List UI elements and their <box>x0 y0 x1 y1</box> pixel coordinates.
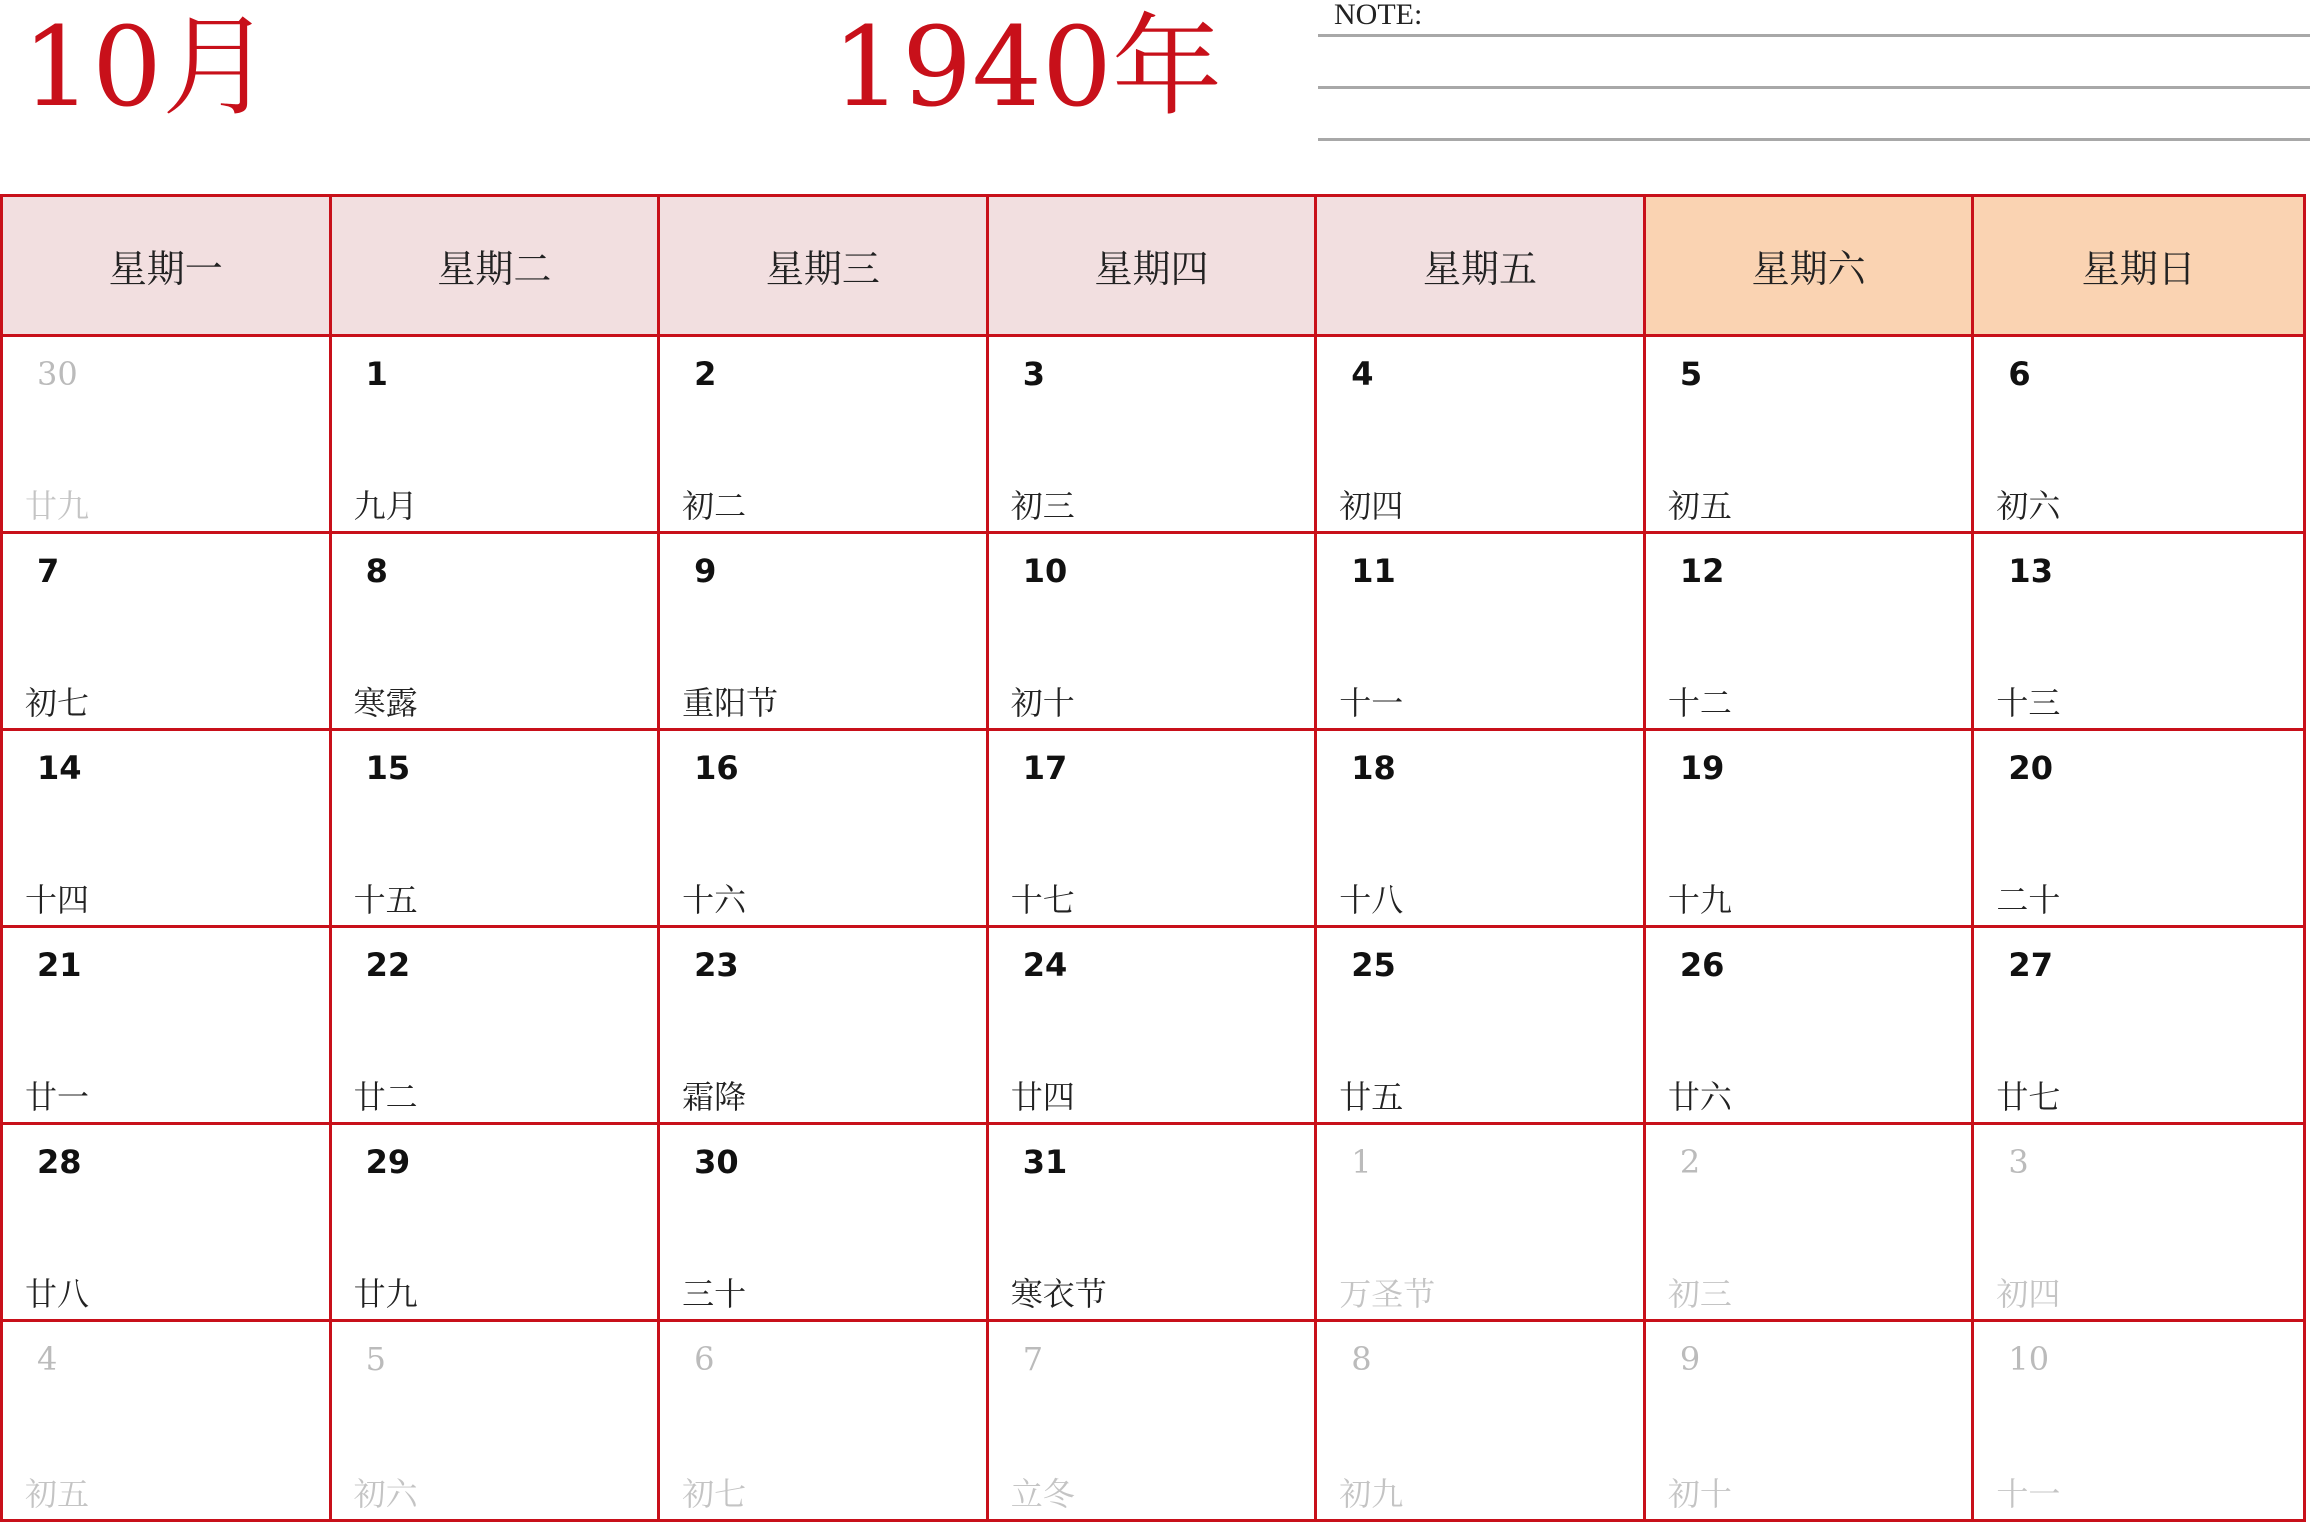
weekday-header-fri: 星期五 <box>1317 197 1646 337</box>
calendar-day-cell-outside-month[interactable] <box>3 1322 332 1519</box>
day-number: 8 <box>1351 1340 1372 1378</box>
calendar-day-cell-outside-month[interactable] <box>332 1322 661 1519</box>
lunar-date-label: 初四 <box>1339 487 1404 525</box>
lunar-date-label: 初二 <box>682 487 747 525</box>
calendar-day-cell-outside-month[interactable] <box>660 1322 989 1519</box>
lunar-date-label: 初六 <box>1996 487 2061 525</box>
day-number: 2 <box>1679 1143 1701 1181</box>
lunar-date-label: 初十 <box>1667 1475 1732 1513</box>
day-number: 7 <box>1022 1340 1044 1378</box>
day-number: 10 <box>1022 552 1068 590</box>
day-number: 21 <box>37 946 82 984</box>
day-number: 20 <box>2008 749 2053 787</box>
day-number: 29 <box>365 1143 411 1181</box>
lunar-date-label: 初五 <box>1667 487 1732 525</box>
calendar-day-cell[interactable] <box>1974 534 2303 731</box>
calendar-day-cell[interactable] <box>1646 731 1975 928</box>
calendar-day-cell[interactable] <box>332 928 661 1125</box>
day-number: 19 <box>1679 749 1725 787</box>
lunar-date-label: 初九 <box>1339 1475 1404 1513</box>
lunar-date-label: 初七 <box>25 684 90 722</box>
calendar-day-cell[interactable] <box>3 534 332 731</box>
day-number: 3 <box>1022 355 1045 393</box>
day-number: 4 <box>37 1340 58 1378</box>
calendar-day-cell[interactable] <box>3 731 332 928</box>
day-number: 18 <box>1351 749 1396 787</box>
day-number: 26 <box>1679 946 1725 984</box>
year-title: 1940年 <box>832 3 1222 131</box>
lunar-date-label: 十九 <box>1667 881 1732 919</box>
lunar-date-label: 十八 <box>1339 881 1404 919</box>
day-number: 25 <box>1351 946 1396 984</box>
lunar-date-label: 初十 <box>1010 684 1075 722</box>
month-title: 10月 <box>22 3 272 131</box>
day-number: 15 <box>365 749 411 787</box>
lunar-date-label: 廿一 <box>25 1078 90 1116</box>
lunar-date-label: 初四 <box>1996 1275 2061 1313</box>
lunar-date-label: 十一 <box>1996 1475 2061 1513</box>
lunar-date-label: 廿八 <box>25 1275 90 1313</box>
lunar-date-label: 十六 <box>682 881 747 919</box>
calendar-day-cell[interactable] <box>989 731 1318 928</box>
weekday-header-sun: 星期日 <box>1974 197 2303 337</box>
day-number: 17 <box>1022 749 1068 787</box>
day-number: 16 <box>694 749 739 787</box>
calendar-day-cell[interactable] <box>1974 337 2303 534</box>
calendar-day-cell[interactable] <box>1317 337 1646 534</box>
day-number: 28 <box>37 1143 82 1181</box>
lunar-date-label: 廿五 <box>1339 1078 1404 1116</box>
calendar-day-cell[interactable] <box>1646 337 1975 534</box>
calendar-day-cell[interactable] <box>660 928 989 1125</box>
lunar-date-label: 万圣节 <box>1339 1275 1436 1313</box>
day-number: 5 <box>365 1340 386 1378</box>
day-number: 31 <box>1022 1143 1068 1181</box>
calendar-day-cell[interactable] <box>1974 928 2303 1125</box>
calendar-day-cell[interactable] <box>332 534 661 731</box>
day-number: 1 <box>1351 1143 1372 1181</box>
lunar-date-label: 寒露 <box>353 684 418 722</box>
lunar-date-label: 初三 <box>1667 1275 1732 1313</box>
weekday-header-thu: 星期四 <box>989 197 1318 337</box>
weekday-header-sat: 星期六 <box>1646 197 1975 337</box>
calendar-day-cell-outside-month[interactable] <box>1646 1322 1975 1519</box>
calendar-day-cell[interactable] <box>3 1125 332 1322</box>
lunar-date-label: 三十 <box>682 1275 747 1313</box>
day-number: 14 <box>37 749 82 787</box>
day-number: 4 <box>1351 355 1374 393</box>
calendar-day-cell[interactable] <box>660 731 989 928</box>
day-number: 22 <box>365 946 411 984</box>
day-number: 27 <box>2008 946 2053 984</box>
lunar-date-label: 廿九 <box>353 1275 418 1313</box>
lunar-date-label: 霜降 <box>682 1078 747 1116</box>
lunar-date-label: 廿六 <box>1667 1078 1732 1116</box>
calendar-day-cell[interactable] <box>989 337 1318 534</box>
calendar-day-cell-outside-month[interactable] <box>1974 1125 2303 1322</box>
day-number: 30 <box>37 355 78 393</box>
calendar-day-cell[interactable] <box>332 731 661 928</box>
calendar-day-cell[interactable] <box>989 534 1318 731</box>
day-number: 3 <box>2008 1143 2029 1181</box>
lunar-date-label: 十一 <box>1339 684 1404 722</box>
lunar-date-label: 廿四 <box>1010 1078 1075 1116</box>
note-label: NOTE: <box>1334 0 1423 31</box>
note-line-1[interactable] <box>1318 34 2310 37</box>
lunar-date-label: 重阳节 <box>682 684 779 722</box>
lunar-date-label: 初五 <box>25 1475 90 1513</box>
day-number: 23 <box>694 946 739 984</box>
lunar-date-label: 初三 <box>1010 487 1075 525</box>
day-number: 7 <box>37 552 60 590</box>
weekday-header-mon: 星期一 <box>3 197 332 337</box>
day-number: 1 <box>365 355 388 393</box>
day-number: 9 <box>694 552 717 590</box>
lunar-date-label: 廿七 <box>1996 1078 2061 1116</box>
calendar-day-cell[interactable] <box>989 928 1318 1125</box>
lunar-date-label: 初六 <box>353 1475 418 1513</box>
lunar-date-label: 二十 <box>1996 881 2061 919</box>
day-number: 12 <box>1679 552 1725 590</box>
lunar-date-label: 十五 <box>353 881 418 919</box>
lunar-date-label: 立冬 <box>1010 1475 1075 1513</box>
calendar-day-cell[interactable] <box>660 534 989 731</box>
lunar-date-label: 十三 <box>1996 684 2061 722</box>
lunar-date-label: 十二 <box>1667 684 1732 722</box>
lunar-date-label: 十七 <box>1010 881 1075 919</box>
day-number: 6 <box>2008 355 2031 393</box>
calendar-day-cell-outside-month[interactable] <box>1317 1125 1646 1322</box>
calendar-day-cell-outside-month[interactable] <box>3 337 332 534</box>
calendar-day-cell-outside-month[interactable] <box>989 1322 1318 1519</box>
day-number: 5 <box>1679 355 1703 393</box>
calendar-day-cell[interactable] <box>1646 534 1975 731</box>
day-number: 11 <box>1351 552 1396 590</box>
calendar-day-cell[interactable] <box>660 337 989 534</box>
calendar-day-cell[interactable] <box>1974 731 2303 928</box>
day-number: 30 <box>694 1143 739 1181</box>
day-number: 8 <box>365 552 388 590</box>
calendar-day-cell-outside-month[interactable] <box>1974 1322 2303 1519</box>
calendar-day-cell[interactable] <box>1317 534 1646 731</box>
day-number: 2 <box>694 355 717 393</box>
weekday-header-wed: 星期三 <box>660 197 989 337</box>
calendar-day-cell-outside-month[interactable] <box>1317 1322 1646 1519</box>
lunar-date-label: 初七 <box>682 1475 747 1513</box>
calendar-day-cell[interactable] <box>332 337 661 534</box>
day-number: 13 <box>2008 552 2053 590</box>
lunar-date-label: 寒衣节 <box>1010 1275 1107 1313</box>
calendar-day-cell[interactable] <box>660 1125 989 1322</box>
calendar-day-cell[interactable] <box>989 1125 1318 1322</box>
calendar-grid <box>0 194 2306 1522</box>
calendar-day-cell[interactable] <box>332 1125 661 1322</box>
calendar-day-cell[interactable] <box>3 928 332 1125</box>
lunar-date-label: 十四 <box>25 881 90 919</box>
day-number: 6 <box>694 1340 715 1378</box>
lunar-date-label: 廿九 <box>25 487 90 525</box>
day-number: 10 <box>2008 1340 2050 1378</box>
calendar-day-cell-outside-month[interactable] <box>1646 1125 1975 1322</box>
calendar-day-cell[interactable] <box>1317 928 1646 1125</box>
lunar-date-label: 廿二 <box>353 1078 418 1116</box>
calendar-day-cell[interactable] <box>1317 731 1646 928</box>
calendar-day-cell[interactable] <box>1646 928 1975 1125</box>
lunar-date-label: 九月 <box>353 487 418 525</box>
weekday-header-tue: 星期二 <box>332 197 661 337</box>
day-number: 9 <box>1679 1340 1701 1378</box>
day-number: 24 <box>1022 946 1068 984</box>
note-line-2[interactable] <box>1318 86 2310 89</box>
note-line-3[interactable] <box>1318 138 2310 141</box>
